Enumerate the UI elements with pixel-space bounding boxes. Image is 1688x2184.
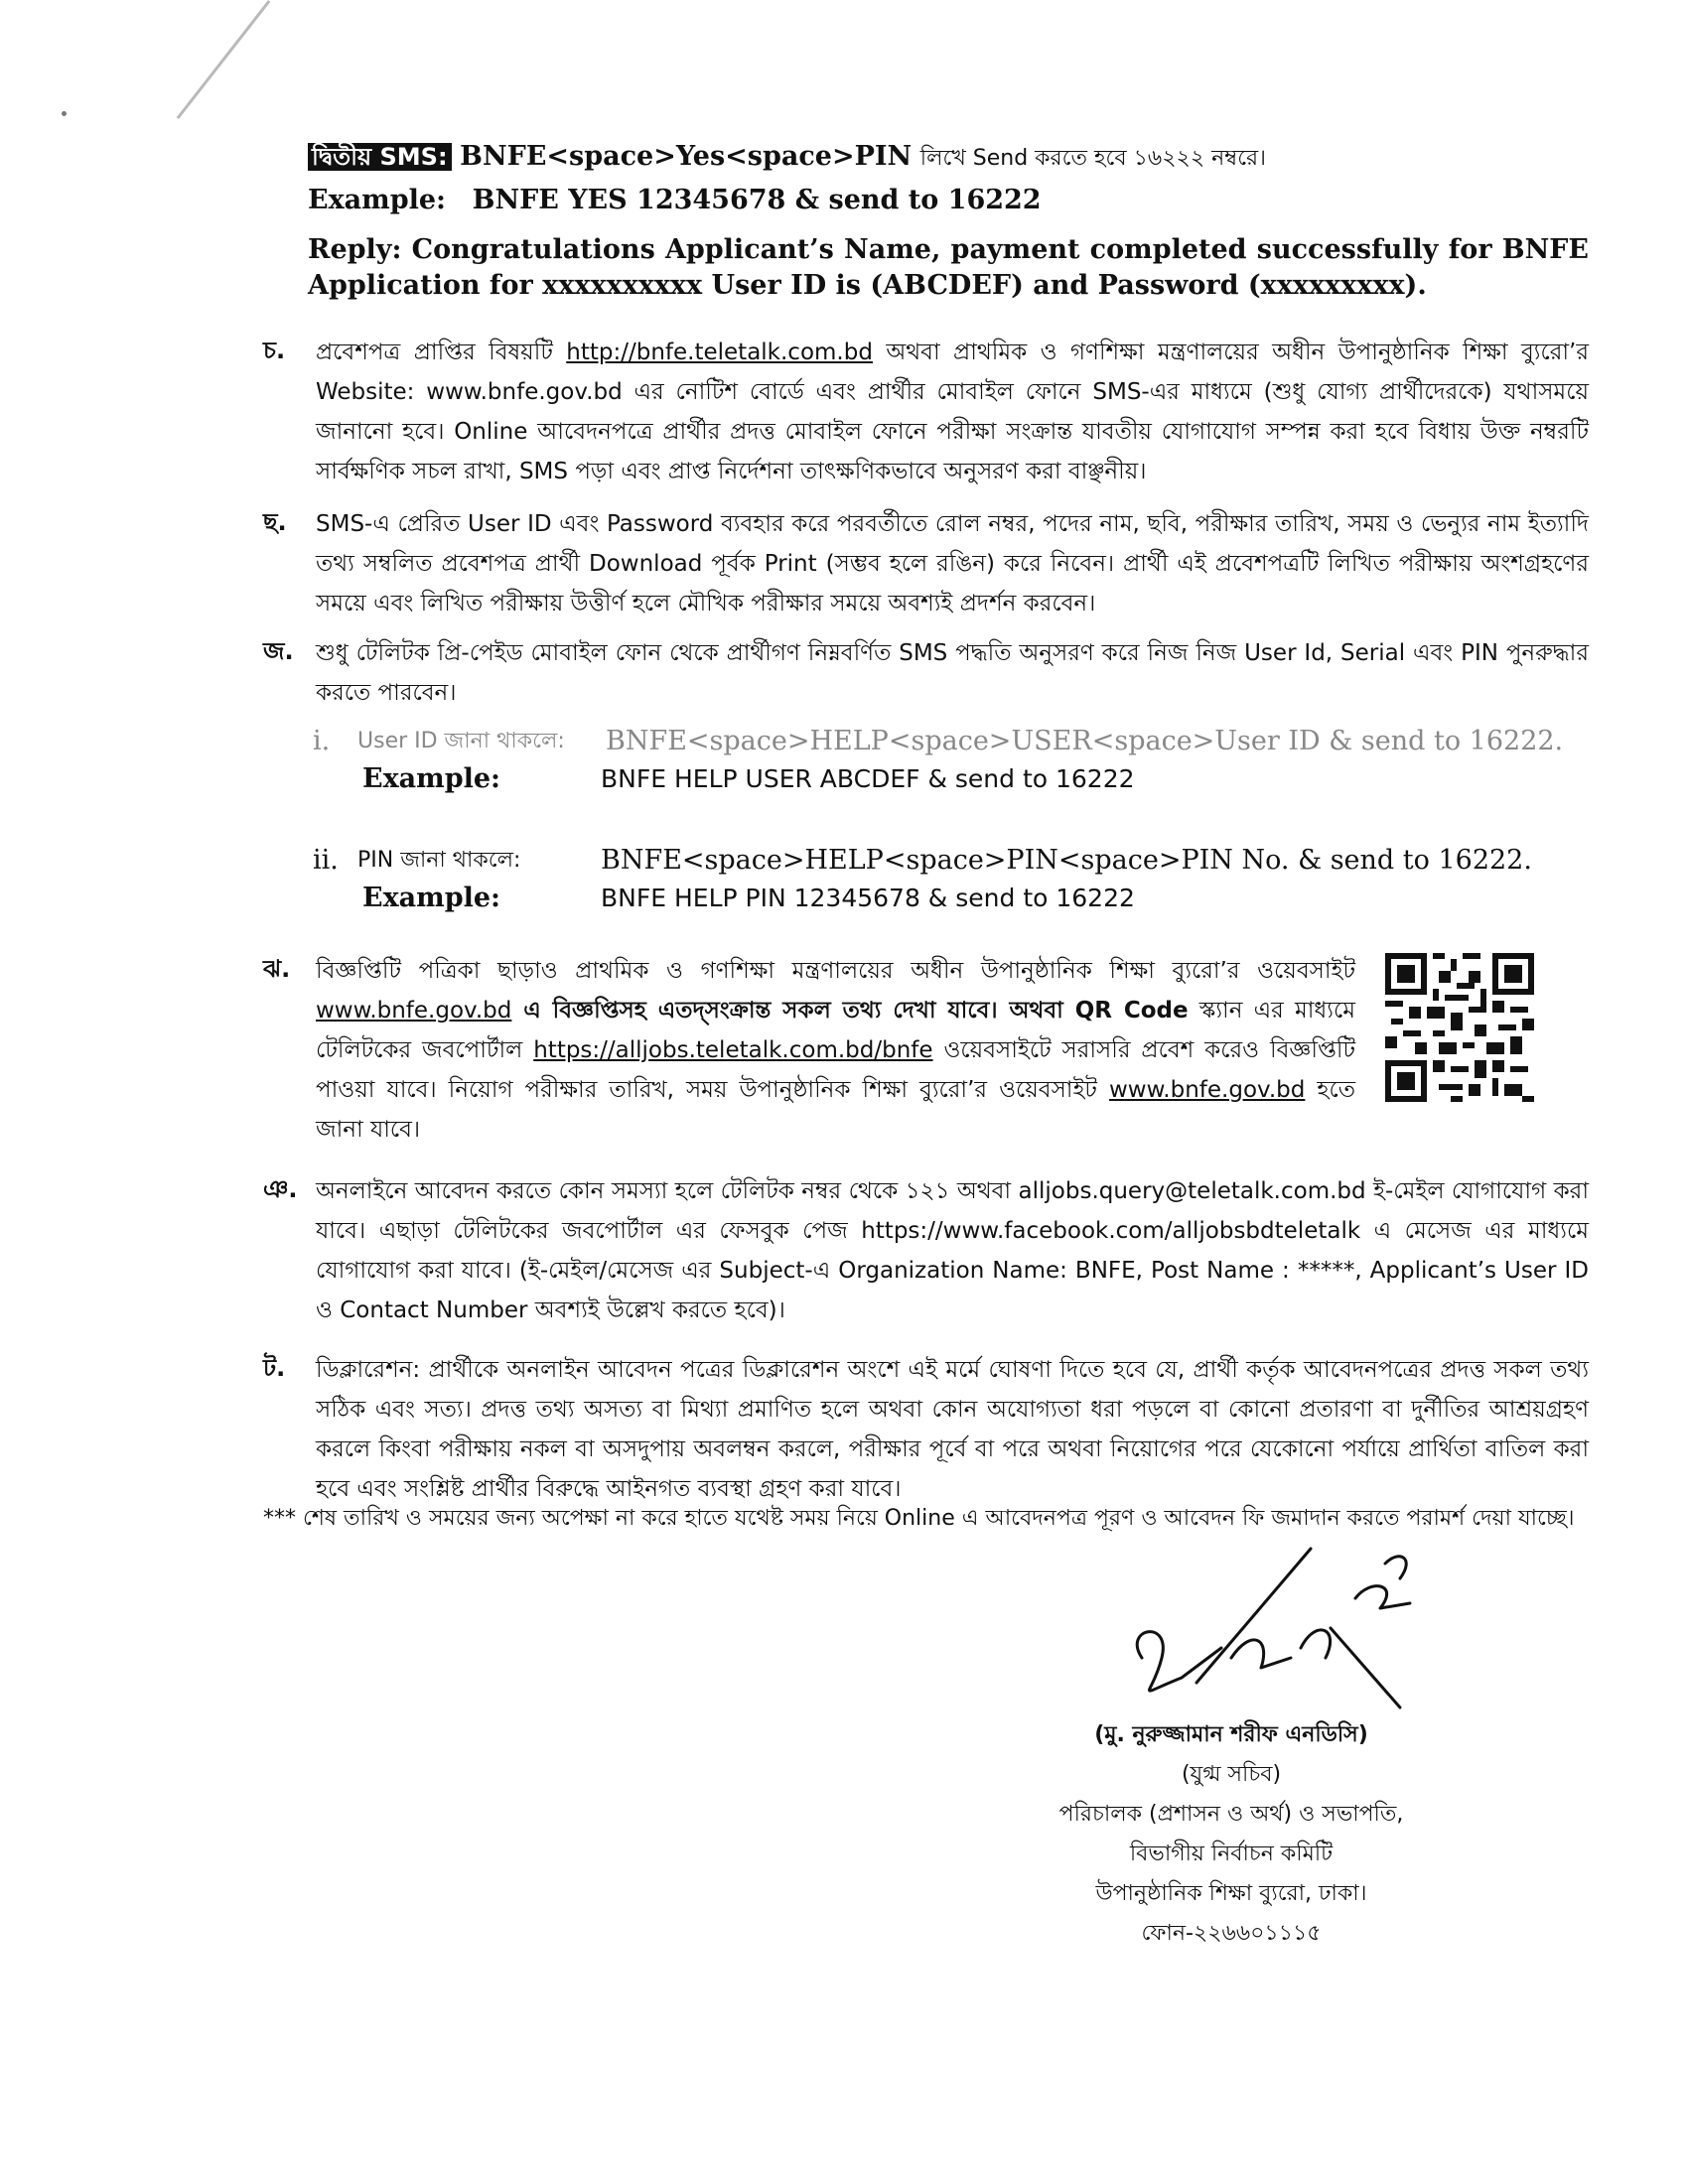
text-run: স্ক্যান এর মাধ্যমে টেলিটকের জবপোর্টাল bbox=[316, 998, 1355, 1063]
signatory-role: পরিচালক (প্রশাসন ও অর্থ) ও সভাপতি, bbox=[1058, 1802, 1404, 1827]
signatory-phone: ফোন-২২৬৬০১১১৫ bbox=[1141, 1921, 1322, 1946]
recovery-example-label: Example: bbox=[362, 883, 501, 913]
section-marker: চ. bbox=[263, 337, 286, 364]
sms2-line bbox=[308, 139, 1589, 177]
text-run: হতে জানা যাবে। bbox=[316, 1077, 1355, 1143]
section-ja-text: শুধু টেলিটক প্রি-পেইড মোবাইল ফোন থেকে প্রার্থীগণ নিম্নবর্ণিত SMS পদ্ধতি অনুসরণ করে নিজ নিজ User Id, Serial এবং PIN পুনরুদ্ধার করতে পারবেন। bbox=[316, 640, 1589, 706]
recovery-command: BNFE<space>HELP<space>PIN<space>PIN No. & send to 16222. bbox=[601, 845, 1532, 876]
section-jha bbox=[263, 951, 1355, 1150]
sms2-example bbox=[308, 183, 1589, 218]
teletalk-link[interactable]: http://bnfe.teletalk.com.bd bbox=[566, 340, 873, 365]
sms2-command: BNFE<space>Yes<space>PIN bbox=[460, 141, 913, 172]
section-marker: ট. bbox=[263, 1354, 286, 1382]
recovery-num: ii. bbox=[313, 845, 339, 876]
section-cha-text bbox=[316, 333, 1589, 491]
recovery-userid bbox=[313, 723, 1564, 802]
signatory-block bbox=[953, 1715, 1509, 1954]
recovery-label: User ID জানা থাকলে: bbox=[357, 729, 565, 753]
text-run: অথবা প্রাথমিক ও গণশিক্ষা মন্ত্রণালয়ের অধীন উপানুষ্ঠানিক শিক্ষা ব্যুরো’র Website: www.bnfe.gov.bd এর নোটিশ বোর্ডে এবং প্রার্থীর মোবাইল ফোনে SMS-এর মাধ্যমে (শুধু যোগ্য প্রার্থীদেরকে) যথাসময়ে জানানো হবে। Online আবেদনপত্রে প্রার্থীর প্রদত্ত মোবাইল ফোনে পরীক্ষা সংক্রান্ত যাবতীয় যোগাযোগ সম্পন্ন করা হবে বিধায় উক্ত নম্বরটি সার্বক্ষণিক সচল রাখা, SMS পড়া এবং প্রাপ্ত নির্দেশনা তাৎক্ষণিকভাবে অনুসরণ করা বাঞ্ছনীয়। bbox=[316, 340, 1589, 484]
scan-artifact-dot bbox=[62, 111, 67, 116]
scan-artifact-line bbox=[177, 0, 271, 119]
section-ja bbox=[263, 633, 1589, 713]
deadline-note: *** শেষ তারিখ ও সময়ের জন্য অপেক্ষা না করে হাতে যথেষ্ট সময় নিয়ে Online এ আবেদনপত্র পূরণ ও আবেদন ফি জমাদান করতে পরামর্শ দেয়া যাচ্ছে। bbox=[263, 1506, 1575, 1531]
recovery-num: i. bbox=[313, 726, 331, 756]
section-marker: ঞ. bbox=[263, 1175, 298, 1203]
section-chha bbox=[263, 504, 1589, 623]
text-run: বিজ্ঞপ্তিটি পত্রিকা ছাড়াও প্রাথমিক ও গণশিক্ষা মন্ত্রণালয়ের অধীন উপানুষ্ঠানিক শিক্ষা ব্যুরো’র ওয়েবসাইট bbox=[316, 958, 1355, 984]
section-nya bbox=[263, 1171, 1589, 1330]
section-cha bbox=[263, 333, 1589, 491]
sms2-example-value: BNFE YES 12345678 & send to 16222 bbox=[472, 185, 1042, 215]
signatory-name: (মু. নুরুজ্জামান শরীফ এনডিসি) bbox=[1094, 1722, 1368, 1747]
signatory-designation: (যুগ্ম সচিব) bbox=[1181, 1762, 1282, 1787]
qr-code-icon[interactable] bbox=[1385, 953, 1534, 1102]
recovery-example-label: Example: bbox=[362, 763, 501, 794]
signatory-committee: বিভাগীয় নির্বাচন কমিটি bbox=[1129, 1842, 1334, 1866]
signatory-office: উপানুষ্ঠানিক শিক্ষা ব্যুরো, ঢাকা। bbox=[1095, 1881, 1367, 1906]
text-run: এ বিজ্ঞপ্তিসহ এতদ্‌সংক্রান্ত সকল তথ্য দেখা যাবে। অথবা QR Code bbox=[511, 998, 1189, 1024]
section-marker: জ. bbox=[263, 637, 294, 665]
recovery-example-value: BNFE HELP USER ABCDEF & send to 16222 bbox=[601, 764, 1135, 793]
section-chha-text: SMS-এ প্রেরিত User ID এবং Password ব্যবহার করে পরবর্তীতে রোল নম্বর, পদের নাম, ছবি, পরীক্ষার তারিখ, সময় ও ভেন্যুর নাম ইত্যাদি তথ্য সম্বলিত প্রবেশপত্র প্রার্থী Download পূর্বক Print (সম্ভব হলে রঙিন) করে নিবেন। প্রার্থী এই প্রবেশপত্রটি লিখিত পরীক্ষায় অংশগ্রহণের সময়ে এবং লিখিত পরীক্ষায় উত্তীর্ণ হলে মৌখিক পরীক্ষার সময়ে অবশ্যই প্রদর্শন করবেন। bbox=[316, 511, 1590, 616]
recovery-command: BNFE<space>HELP<space>USER<space>User ID & send to 16222. bbox=[606, 726, 1564, 756]
sms2-instruction: লিখে Send করতে হবে ১৬২২২ নম্বরে। bbox=[919, 146, 1267, 171]
recovery-pin bbox=[313, 842, 1532, 921]
section-jha-text bbox=[316, 951, 1355, 1150]
text-run: ওয়েবসাইটে সরাসরি প্রবেশ করেও বিজ্ঞপ্তিটি পাওয়া যাবে। নিয়োগ পরীক্ষার তারিখ, সময় উপানুষ্ঠানিক শিক্ষা ব্যুরো’র ওয়েবসাইট bbox=[316, 1037, 1355, 1103]
recovery-label: PIN জানা থাকলে: bbox=[357, 848, 521, 873]
section-marker: ঝ. bbox=[263, 955, 291, 983]
sms2-reply: Reply: Congratulations Applicant’s Name, payment completed successfully for BNFE Application for xxxxxxxxxx User ID is (ABCDEF) and Password (xxxxxxxxx). bbox=[308, 234, 1589, 301]
alljobs-link[interactable]: https://alljobs.teletalk.com.bd/bnfe bbox=[533, 1037, 933, 1063]
section-ta bbox=[263, 1350, 1589, 1509]
section-marker: ছ. bbox=[263, 508, 287, 536]
section-ta-text: ডিক্লারেশন: প্রার্থীকে অনলাইন আবেদন পত্রের ডিক্লারেশন অংশে এই মর্মে ঘোষণা দিতে হবে যে, প্রার্থী কর্তৃক আবেদনপত্রের প্রদত্ত সকল তথ্য সঠিক এবং সত্য। প্রদত্ত তথ্য অসত্য বা মিথ্যা প্রমাণিত হলে অথবা কোন অযোগ্যতা ধরা পড়লে বা কোনো প্রতারণা বা দুর্নীতির আশ্রয়গ্রহণ করলে কিংবা পরীক্ষায় নকল বা অসদুপায় অবলম্বন করলে, পরীক্ষার পূর্বে বা পরে অথবা নিয়োগের পরে যেকোনো পর্যায়ে প্রার্থিতা বাতিল করা হবে এবং সংশ্লিষ্ট প্রার্থীর বিরুদ্ধে আইনগত ব্যবস্থা গ্রহণ করা যাবে। bbox=[316, 1357, 1589, 1502]
sms2-tag: দ্বিতীয় SMS: bbox=[308, 143, 452, 171]
sms2-example-label: Example: bbox=[308, 185, 447, 215]
section-nya-text: অনলাইনে আবেদন করতে কোন সমস্যা হলে টেলিটক নম্বর থেকে ১২১ অথবা alljobs.query@teletalk.com.bd ই-মেইল যোগাযোগ করা যাবে। এছাড়া টেলিটকের জবপোর্টাল এর ফেসবুক পেজ https://www.facebook.com/alljobsbdteletalk এ মেসেজ এর মাধ্যমে যোগাযোগ করা যাবে। (ই-মেইল/মেসেজ এর Subject-এ Organization Name: BNFE, Post Name : *****, Applicant’s User ID ও Contact Number অবশ্যই উল্লেখ করতে হবে)। bbox=[316, 1178, 1589, 1323]
handwritten-signature bbox=[1102, 1509, 1440, 1727]
bnfe-link[interactable]: www.bnfe.gov.bd bbox=[316, 998, 512, 1024]
bnfe-link[interactable]: www.bnfe.gov.bd bbox=[1108, 1077, 1306, 1103]
text-run: প্রবেশপত্র প্রাপ্তির বিষয়টি bbox=[316, 340, 567, 365]
recovery-example-value: BNFE HELP PIN 12345678 & send to 16222 bbox=[601, 884, 1135, 912]
